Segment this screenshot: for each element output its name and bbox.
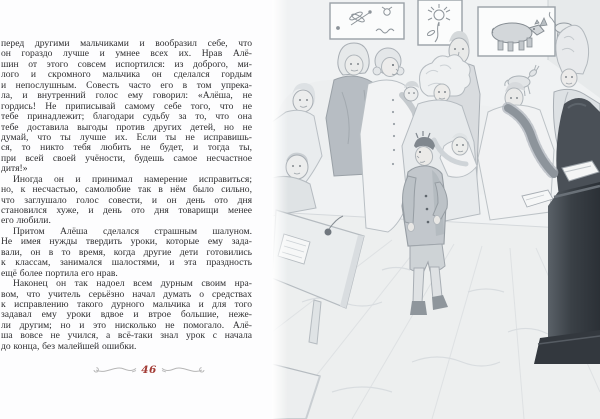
framed-picture-insects: [330, 3, 404, 39]
text-line: дитя!»: [1, 164, 28, 175]
text-line: к исправлению такого дурного мальчика и для того: [1, 299, 252, 310]
text-line: тебе принадлежит; благодари судьбу за то, что она: [1, 112, 252, 123]
text-line: ся, то никто тебя любить не будет, и тогда ты,: [1, 143, 252, 154]
page-number-ornament: [64, 362, 234, 378]
text-line: до конца, без малейшей ошибки.: [1, 341, 137, 352]
text-line: тебе доставила выгоды против других детей, но не: [1, 122, 252, 133]
text-line: и непослушным. Совесть часто его в том упрека-: [1, 80, 252, 91]
text-line: его любили.: [1, 216, 51, 227]
page-gutter-fade: [272, 0, 288, 419]
text-line: гордись! Не приписывай самому себе того, что не: [1, 101, 252, 112]
text-line: лого и скромного мальчика он сделался гордым: [1, 70, 252, 81]
text-line: ла, и внутренний голос ему говорил: «Алёша, не: [1, 91, 252, 102]
text-line: думай, что ты лучше их. Если ты не исправишь-: [1, 132, 252, 143]
page-number: 46: [141, 364, 157, 376]
text-line: задавал ему уроки вдвое и втрое бо́льшие, неже-: [1, 310, 252, 321]
text-line: что заглушало голос совести, и он день ото дня: [1, 195, 252, 206]
flourish-left-icon: [91, 363, 137, 377]
flourish-right-icon: [161, 363, 207, 377]
text-line: ли другим; но и это нисколько не помогало. Алё-: [1, 320, 252, 331]
text-line: Иногда он и принимал намерение исправиться;: [13, 174, 252, 185]
framed-picture-rhinoceros: [478, 7, 555, 56]
text-line: вом, что учитель серьёзно начал думать о средствах: [1, 289, 252, 300]
text-line: он гораздо лучше и умнее всех их. Нрав Алё-: [1, 49, 252, 60]
text-line: Наконец он так надоел всем дурным своим нра-: [13, 279, 252, 290]
text-line: при всей своей учёности, будешь самое несчастное: [1, 153, 252, 164]
classroom-illustration: [272, 0, 600, 419]
text-line: Не имея нужды твердить уроки, которые ему зада-: [1, 237, 252, 248]
text-line: становился хуже, и день ото дня товарищи менее: [1, 206, 252, 216]
text-line: ещё более портила его нрав.: [1, 268, 118, 279]
text-line: перед другими мальчиками и вообразил себе, что: [1, 39, 252, 49]
text-line: шин от этого совсем испортился: из доброго, ми-: [1, 59, 252, 70]
text-line: но, к несчастью, самолюбие так в нём было сильно,: [1, 185, 252, 196]
text-block: [1, 39, 252, 352]
figure-child-middle: [404, 81, 419, 101]
text-line: вали, он в то время, когда другие дети готовились: [1, 247, 252, 258]
text-line: к классам, занимался шалостями, и эта праздность: [1, 258, 252, 269]
text-line: Притом Алёша сделался страшным шалуном.: [13, 226, 252, 237]
text-line: ша вовсе не учился, а всё-таки знал урок с начала: [1, 331, 252, 342]
